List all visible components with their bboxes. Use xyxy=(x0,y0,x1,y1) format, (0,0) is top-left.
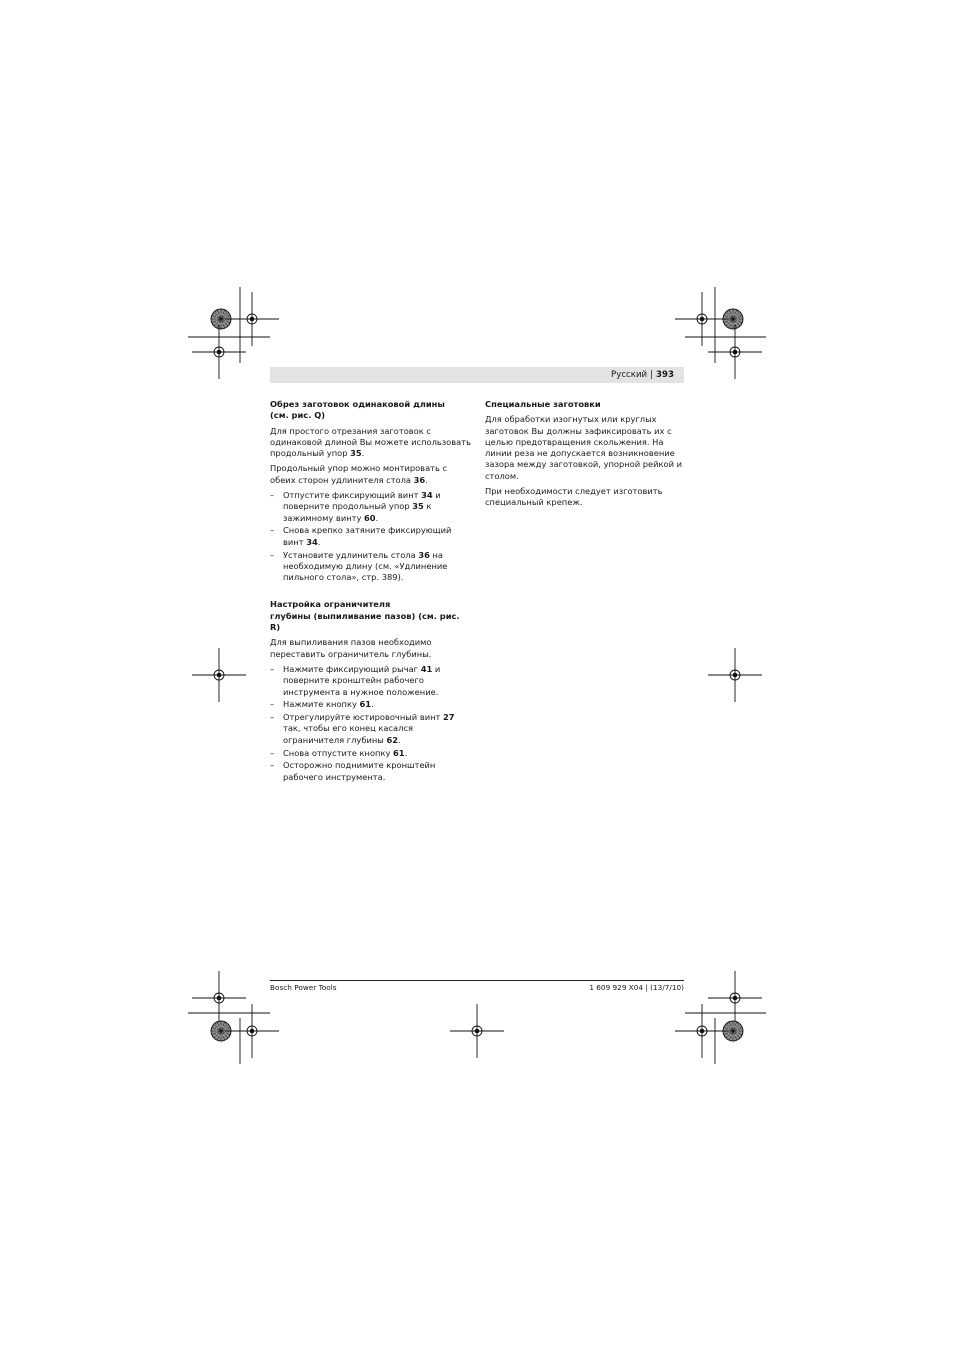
steps-list-depth-stop xyxy=(270,664,472,783)
paragraph-grooving: Для выпиливания пазов необходимо переставить ограничитель глубины. xyxy=(270,637,432,659)
list-item: – Осторожно поднимите кронштейн рабочего инструмента. xyxy=(270,760,436,782)
list-item: – Нажмите фиксирующий рычаг 41 и поверните кронштейн рабочего инструмента в нужное положение. xyxy=(270,663,441,697)
mid-left-mark xyxy=(192,648,246,702)
top-left-mark-group xyxy=(188,287,279,379)
paragraph-mounting: Продольный упор можно монтировать с обеих сторон удлинителя стола 36. xyxy=(270,463,448,485)
header-language: Русский xyxy=(611,370,648,380)
steps-list-equal-length xyxy=(270,490,472,583)
right-column xyxy=(485,399,687,513)
list-item: – Снова крепко затяните фиксирующий винт 34. xyxy=(270,525,452,547)
paragraph-special-fixture: При необходимости следует изготовить специальный крепеж. xyxy=(485,486,663,508)
header-separator: | xyxy=(650,370,654,380)
list-item: – Нажмите кнопку 61. xyxy=(270,699,374,710)
page-header-bar xyxy=(270,367,684,383)
bottom-center-mark xyxy=(450,1004,504,1058)
left-column xyxy=(270,399,472,787)
list-item: – Отпустите фиксирующий винт 34 и поверните продольный упор 35 к зажимному винту 60. xyxy=(270,490,441,523)
top-right-mark-group xyxy=(675,287,766,379)
paragraph-longitudinal-stop: Для простого отрезания заготовок с одинаковой длиной Вы можете использовать продольный упор 35. xyxy=(270,425,471,459)
footer-publisher: Bosch Power Tools xyxy=(270,983,337,992)
page-header xyxy=(611,370,674,380)
bottom-right-mark-group xyxy=(675,971,766,1064)
page-number: 393 xyxy=(656,370,674,380)
footer-rule xyxy=(270,980,684,981)
section-title-equal-length: Обрез заготовок одинаковой длины (см. рис. Q) xyxy=(270,399,445,421)
mid-right-mark xyxy=(708,648,762,702)
list-item: – Снова отпустите кнопку 61. xyxy=(270,747,408,758)
list-item: – Установите удлинитель стола 36 на необходимую длину (см. «Удлинение пильного стола», стр. 389). xyxy=(270,549,448,583)
bottom-left-mark-group xyxy=(188,971,279,1064)
section-title-depth-stop: Настройка ограничителя глубины (выпиливание пазов) (см. рис. R) xyxy=(270,599,460,633)
footer-doc-code: 1 609 929 X04 | (13/7/10) xyxy=(589,983,684,992)
paragraph-curved-workpieces: Для обработки изогнутых или круглых заготовок Вы должны зафиксировать их с целью предотвращения скольжения. На линии реза не допускается возникновение зазора между заготовкой, упорной рейкой и столом. xyxy=(485,414,683,481)
list-item: – Отрегулируйте юстировочный винт 27 так, чтобы его конец касался ограничителя глубины 62. xyxy=(270,712,455,745)
section-title-special-workpieces: Специальные заготовки xyxy=(485,399,601,409)
